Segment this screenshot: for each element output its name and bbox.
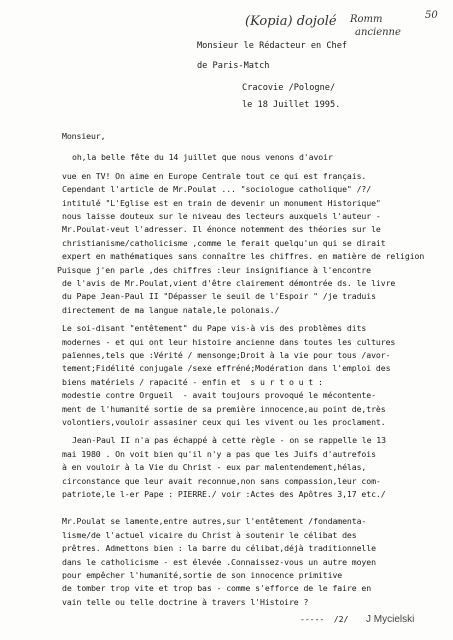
- body-line: intitulé "L'Eglise est en train de devenir un monument Historique": [62, 197, 381, 208]
- body-line: de l'avis de Mr.Poulat,vient d'être clairement démontrée ds. le livre: [62, 278, 396, 288]
- body-line: nous laisse douteux sur le niveau des lecteurs auxquels l'auteur -: [62, 211, 381, 221]
- body-line: lisme/de l'actuel vicaire du Christ à soutenir le célibat des: [62, 529, 357, 540]
- body-line: modestie contre Orgueil - avait toujours provoqué le mécontente-: [62, 390, 376, 401]
- body-line: Mr.Poulat-veut l'adresser. Il énonce notemment des théories sur le: [62, 224, 381, 235]
- body-line: vain telle ou telle doctrine à travers l'Histoire ?: [62, 596, 309, 607]
- body-line: tement;Fidélité conjugale /sexe effréné;Modération dans l'emploi des: [62, 363, 391, 374]
- body-line: mai 1980 . On voit bien qu'il n'y a pas que les Juifs d'autrefois: [62, 448, 376, 459]
- addressee-line-2: de Paris-Match: [197, 61, 270, 71]
- body-line: Le soi-disant "entêtement" du Pape vis-à vis des problèmes dits: [62, 323, 367, 334]
- body-line: ment de l'humanité sortie de sa première innocence,au point de,très: [62, 403, 386, 414]
- body-line: de tomber trop vite et trop bas - comme s'efforce de le faire en: [62, 583, 372, 594]
- body-line: à en vouloir à la Vie du Christ - eux par malentendement,hélas,: [62, 462, 367, 473]
- body-line: biens matériels / rapacité - enfin et s u r t o u t :: [62, 376, 323, 387]
- body-line: vue en TV! On aime en Europe Centrale tout ce qui est français.: [62, 170, 367, 181]
- place-line: Cracovie /Pologne/: [242, 83, 336, 93]
- handwritten-note-corner-2: ancienne: [355, 27, 401, 38]
- body-line: modernes - et qui ont leur histoire ancienne dans toutes les cultures: [62, 336, 396, 347]
- body-line: prêtres. Admettons bien : la barre du célibat,déjà traditionnelle: [62, 543, 376, 554]
- body-line: Mr.Poulat se lamente,entre autres,sur l'entêtement /fondamenta-: [62, 516, 367, 527]
- handwritten-note-kopia: (Kopia) dojolé: [245, 14, 337, 29]
- body-line: pour empêcher l'humanité,sortie de son innocence primitive: [62, 570, 343, 580]
- body-line: expert en mathématiques sans connaître les chiffres. en matière de religion: [62, 251, 425, 262]
- archive-stamp: J Mycielski: [366, 614, 415, 625]
- body-line: Puisque j'en parle ,des chiffres :leur insignifiance à l'encontre: [57, 264, 371, 275]
- body-line: païennes,tels que :Vérité / mensonge;Droit à la vie pour tous /avor-: [62, 350, 391, 360]
- body-line: christianisme/catholicisme ,comme le ferait quelqu'un qui se dirait: [62, 237, 386, 248]
- body-line: Cependant l'article de Mr.Poulat ... "sociologue catholique" /?/: [62, 184, 372, 195]
- body-line: du Pape Jean-Paul II "Dépasser le seuil de l'Espoir " /je traduis: [62, 291, 376, 302]
- date-line: le 18 Juillet 1995.: [242, 100, 341, 110]
- addressee-line-1: Monsieur le Rédacteur en Chef: [197, 41, 348, 51]
- body-line: oh,la belle fête du 14 juillet que nous venons d'avoir: [72, 152, 333, 163]
- body-line: Monsieur,: [62, 131, 106, 141]
- body-line: patriote,le l-er Pape : PIERRE./ voir :Actes des Apôtres 3,17 etc./: [62, 489, 386, 499]
- body-line: circonstance que leur avait reconnue,non sans compassion,leur com-: [62, 475, 381, 486]
- page-number-handwritten: 50: [425, 10, 438, 21]
- handwritten-note-corner: Romm: [350, 14, 383, 25]
- body-line: ----- /2/: [300, 614, 349, 625]
- body-line: dans le catholicisme - est élevée .Connaissez-vous un autre moyen: [62, 556, 376, 567]
- body-line: volontiers,vouloir assasiner ceux qui les vivent ou les proclament.: [62, 417, 386, 427]
- body-line: Jean-Paul II n'a pas échappé à cette règle - on se rappelle le 13: [72, 435, 386, 446]
- body-line: directement de ma langue natale,le polonais./: [62, 304, 280, 315]
